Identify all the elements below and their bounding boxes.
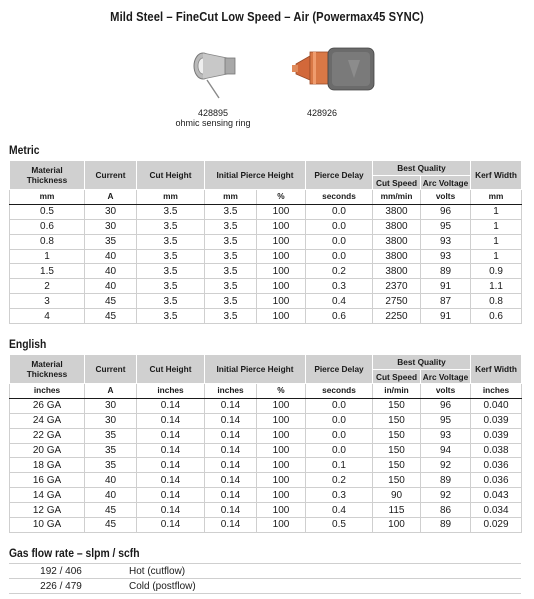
table-cell: 92 <box>421 488 471 503</box>
table-cell: 150 <box>373 443 421 458</box>
table-cell: 1 <box>471 219 522 234</box>
table-cell: 0.0 <box>306 443 373 458</box>
table-row <box>10 279 522 294</box>
table-cell: 45 <box>85 294 137 309</box>
table-cell: 2 <box>10 279 85 294</box>
table-cell: 3.5 <box>205 219 257 234</box>
table-row <box>10 309 522 324</box>
col-initial-pierce-height: Initial Pierce Height <box>205 161 306 190</box>
table-cell: 1 <box>471 204 522 219</box>
part-cartridge <box>292 108 352 118</box>
table-cell: 0.043 <box>471 488 522 503</box>
table-cell: 0.3 <box>306 279 373 294</box>
table-cell: 0.0 <box>306 398 373 413</box>
table-cell: 100 <box>257 518 306 533</box>
gas-value: 226 / 479 <box>9 579 113 594</box>
table-cell: 93 <box>421 249 471 264</box>
table-cell: 3.5 <box>137 219 205 234</box>
table-cell: 3.5 <box>137 249 205 264</box>
table-cell: 115 <box>373 503 421 518</box>
gas-label: Hot (cutflow) <box>113 564 521 579</box>
table-row <box>10 234 522 249</box>
table-cell: 0.2 <box>306 264 373 279</box>
table-cell: 0.14 <box>205 503 257 518</box>
table-cell: 1 <box>10 249 85 264</box>
table-cell: 0.4 <box>306 503 373 518</box>
table-row <box>10 294 522 309</box>
unit-cell: in/min <box>373 384 421 399</box>
table-cell: 3800 <box>373 204 421 219</box>
col-arc-voltage: Arc Voltage <box>421 370 471 384</box>
table-cell: 100 <box>257 204 306 219</box>
table-cell: 40 <box>85 473 137 488</box>
table-cell: 0.8 <box>471 294 522 309</box>
unit-cell: mm <box>10 190 85 205</box>
table-cell: 0.14 <box>205 473 257 488</box>
table-cell: 100 <box>257 219 306 234</box>
unit-cell: seconds <box>306 384 373 399</box>
table-cell: 89 <box>421 518 471 533</box>
table-cell: 86 <box>421 503 471 518</box>
table-cell: 3.5 <box>137 234 205 249</box>
table-cell: 0.14 <box>205 428 257 443</box>
table-cell: 0.0 <box>306 413 373 428</box>
table-row <box>10 398 522 413</box>
cartridge-image <box>290 38 382 102</box>
table-cell: 0.14 <box>137 518 205 533</box>
part-number: 428926 <box>306 108 338 118</box>
table-cell: 3800 <box>373 219 421 234</box>
part-number: 428895 <box>197 108 229 118</box>
unit-cell: mm <box>137 190 205 205</box>
table-cell: 24 GA <box>10 413 85 428</box>
gas-row <box>9 579 521 594</box>
table-cell: 1 <box>471 234 522 249</box>
table-cell: 100 <box>373 518 421 533</box>
col-kerf-width: Kerf Width <box>471 355 522 384</box>
table-cell: 45 <box>85 309 137 324</box>
table-cell: 0.14 <box>137 443 205 458</box>
table-cell: 0.034 <box>471 503 522 518</box>
table-cell: 1.5 <box>10 264 85 279</box>
table-cell: 45 <box>85 503 137 518</box>
table-cell: 87 <box>421 294 471 309</box>
table-cell: 1 <box>471 249 522 264</box>
table-cell: 0.14 <box>137 428 205 443</box>
table-cell: 150 <box>373 428 421 443</box>
col-cut-height: Cut Height <box>137 355 205 384</box>
col-best-quality: Best Quality <box>373 355 471 370</box>
unit-cell: inches <box>471 384 522 399</box>
table-cell: 0.0 <box>306 234 373 249</box>
table-cell: 150 <box>373 413 421 428</box>
table-row <box>10 488 522 503</box>
table-cell: 0.1 <box>306 458 373 473</box>
unit-cell: mm <box>205 190 257 205</box>
table-cell: 0.8 <box>10 234 85 249</box>
col-material-thickness: Material Thickness <box>10 355 85 384</box>
table-cell: 0.5 <box>306 518 373 533</box>
table-cell: 100 <box>257 309 306 324</box>
table-cell: 91 <box>421 279 471 294</box>
table-cell: 0.14 <box>205 458 257 473</box>
table-cell: 0.039 <box>471 428 522 443</box>
table-cell: 35 <box>85 234 137 249</box>
table-cell: 16 GA <box>10 473 85 488</box>
table-cell: 0.14 <box>137 488 205 503</box>
table-cell: 40 <box>85 488 137 503</box>
unit-cell: volts <box>421 190 471 205</box>
table-cell: 100 <box>257 398 306 413</box>
col-arc-voltage: Arc Voltage <box>421 176 471 190</box>
table-row <box>10 428 522 443</box>
metric-title: Metric <box>9 145 40 157</box>
table-cell: 3.5 <box>205 249 257 264</box>
table-cell: 22 GA <box>10 428 85 443</box>
unit-cell: inches <box>205 384 257 399</box>
table-cell: 3.5 <box>137 204 205 219</box>
table-cell: 3.5 <box>137 294 205 309</box>
table-cell: 100 <box>257 488 306 503</box>
table-cell: 0.6 <box>306 309 373 324</box>
table-cell: 3800 <box>373 234 421 249</box>
table-cell: 0.039 <box>471 413 522 428</box>
table-cell: 0.14 <box>137 413 205 428</box>
table-cell: 3.5 <box>205 204 257 219</box>
table-cell: 30 <box>85 413 137 428</box>
gas-label: Cold (postflow) <box>113 579 521 594</box>
table-cell: 0.029 <box>471 518 522 533</box>
table-cell: 94 <box>421 443 471 458</box>
table-cell: 1.1 <box>471 279 522 294</box>
table-cell: 3.5 <box>205 279 257 294</box>
table-row <box>10 413 522 428</box>
units-row <box>10 384 522 399</box>
table-cell: 3.5 <box>137 309 205 324</box>
table-cell: 0.14 <box>205 443 257 458</box>
unit-cell: A <box>85 384 137 399</box>
table-cell: 100 <box>257 294 306 309</box>
table-cell: 35 <box>85 443 137 458</box>
table-cell: 35 <box>85 458 137 473</box>
unit-cell: % <box>257 190 306 205</box>
table-cell: 89 <box>421 264 471 279</box>
col-material-thickness: Material Thickness <box>10 161 85 190</box>
table-cell: 89 <box>421 473 471 488</box>
unit-cell: mm/min <box>373 190 421 205</box>
table-cell: 30 <box>85 219 137 234</box>
table-cell: 100 <box>257 473 306 488</box>
units-row <box>10 190 522 205</box>
table-cell: 0.4 <box>306 294 373 309</box>
table-cell: 100 <box>257 279 306 294</box>
table-cell: 0.14 <box>137 458 205 473</box>
table-cell: 100 <box>257 443 306 458</box>
table-cell: 3.5 <box>137 279 205 294</box>
gas-title: Gas flow rate – slpm / scfh <box>9 548 140 560</box>
unit-cell: inches <box>10 384 85 399</box>
col-cut-height: Cut Height <box>137 161 205 190</box>
table-cell: 100 <box>257 234 306 249</box>
table-cell: 26 GA <box>10 398 85 413</box>
table-cell: 150 <box>373 473 421 488</box>
table-cell: 3.5 <box>205 234 257 249</box>
table-cell: 96 <box>421 398 471 413</box>
table-cell: 0.036 <box>471 458 522 473</box>
table-cell: 0.9 <box>471 264 522 279</box>
table-cell: 92 <box>421 458 471 473</box>
table-cell: 95 <box>421 413 471 428</box>
col-cut-speed: Cut Speed <box>373 176 421 190</box>
table-cell: 30 <box>85 398 137 413</box>
table-cell: 0.3 <box>306 488 373 503</box>
table-cell: 35 <box>85 428 137 443</box>
col-pierce-delay: Pierce Delay <box>306 161 373 190</box>
table-cell: 0.036 <box>471 473 522 488</box>
table-cell: 100 <box>257 264 306 279</box>
table-cell: 10 GA <box>10 518 85 533</box>
part-caption: ohmic sensing ring <box>175 118 251 128</box>
english-title: English <box>9 339 47 351</box>
table-cell: 0.14 <box>137 473 205 488</box>
metric-table <box>9 160 522 324</box>
table-row <box>10 264 522 279</box>
table-cell: 30 <box>85 204 137 219</box>
table-row <box>10 473 522 488</box>
table-cell: 0.0 <box>306 428 373 443</box>
table-cell: 45 <box>85 518 137 533</box>
table-cell: 100 <box>257 458 306 473</box>
table-cell: 100 <box>257 428 306 443</box>
table-cell: 100 <box>257 413 306 428</box>
table-row <box>10 503 522 518</box>
table-cell: 20 GA <box>10 443 85 458</box>
gas-table <box>9 563 521 594</box>
table-cell: 96 <box>421 204 471 219</box>
table-cell: 0.0 <box>306 204 373 219</box>
table-row <box>10 518 522 533</box>
gas-row <box>9 564 521 579</box>
table-cell: 3.5 <box>205 264 257 279</box>
table-row <box>10 458 522 473</box>
col-kerf-width: Kerf Width <box>471 161 522 190</box>
table-cell: 0.040 <box>471 398 522 413</box>
unit-cell: mm <box>471 190 522 205</box>
table-row <box>10 219 522 234</box>
table-cell: 0.0 <box>306 219 373 234</box>
ohmic-ring-image <box>185 38 245 102</box>
col-initial-pierce-height: Initial Pierce Height <box>205 355 306 384</box>
table-cell: 0.6 <box>471 309 522 324</box>
table-cell: 0.0 <box>306 249 373 264</box>
table-cell: 93 <box>421 234 471 249</box>
table-cell: 91 <box>421 309 471 324</box>
table-cell: 0.14 <box>205 398 257 413</box>
gas-value: 192 / 406 <box>9 564 113 579</box>
table-cell: 4 <box>10 309 85 324</box>
table-cell: 95 <box>421 219 471 234</box>
table-cell: 3800 <box>373 264 421 279</box>
table-cell: 150 <box>373 458 421 473</box>
col-current: Current <box>85 161 137 190</box>
table-cell: 0.14 <box>205 488 257 503</box>
table-row <box>10 443 522 458</box>
english-table <box>9 354 522 533</box>
table-cell: 3.5 <box>137 264 205 279</box>
table-row <box>10 204 522 219</box>
col-pierce-delay: Pierce Delay <box>306 355 373 384</box>
table-cell: 0.14 <box>205 518 257 533</box>
unit-cell: seconds <box>306 190 373 205</box>
table-cell: 40 <box>85 264 137 279</box>
table-cell: 90 <box>373 488 421 503</box>
part-ohmic-ring <box>168 108 258 128</box>
table-cell: 2250 <box>373 309 421 324</box>
table-cell: 18 GA <box>10 458 85 473</box>
table-cell: 0.14 <box>137 503 205 518</box>
table-cell: 12 GA <box>10 503 85 518</box>
table-cell: 0.2 <box>306 473 373 488</box>
table-cell: 0.14 <box>205 413 257 428</box>
table-cell: 3 <box>10 294 85 309</box>
table-cell: 2750 <box>373 294 421 309</box>
table-cell: 14 GA <box>10 488 85 503</box>
table-cell: 0.038 <box>471 443 522 458</box>
unit-cell: inches <box>137 384 205 399</box>
table-cell: 0.14 <box>137 398 205 413</box>
table-cell: 150 <box>373 398 421 413</box>
table-cell: 40 <box>85 279 137 294</box>
col-current: Current <box>85 355 137 384</box>
page-title: Mild Steel – FineCut Low Speed – Air (Powermax45 SYNC) <box>110 9 424 24</box>
table-cell: 40 <box>85 249 137 264</box>
table-cell: 3.5 <box>205 294 257 309</box>
unit-cell: A <box>85 190 137 205</box>
table-cell: 100 <box>257 249 306 264</box>
table-cell: 2370 <box>373 279 421 294</box>
unit-cell: volts <box>421 384 471 399</box>
col-cut-speed: Cut Speed <box>373 370 421 384</box>
table-cell: 0.6 <box>10 219 85 234</box>
table-cell: 100 <box>257 503 306 518</box>
table-cell: 93 <box>421 428 471 443</box>
table-cell: 3800 <box>373 249 421 264</box>
table-row <box>10 249 522 264</box>
unit-cell: % <box>257 384 306 399</box>
table-cell: 3.5 <box>205 309 257 324</box>
table-cell: 0.5 <box>10 204 85 219</box>
col-best-quality: Best Quality <box>373 161 471 176</box>
